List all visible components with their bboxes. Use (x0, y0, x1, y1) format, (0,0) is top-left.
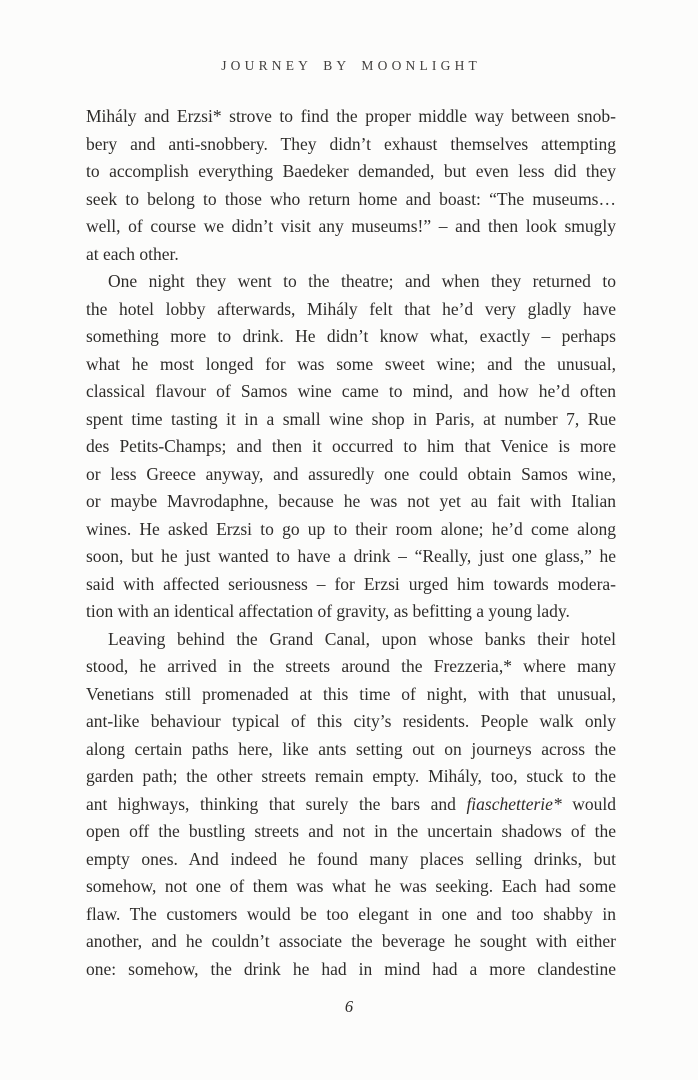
text-line (86, 516, 616, 544)
text-line (86, 708, 616, 736)
text-run: bery and anti-snobbery. They didn’t exhaust themselves attempting (86, 133, 616, 154)
text-run: the hotel lobby afterwards, Mihály felt that he’d very gladly have (86, 298, 616, 319)
text-line (86, 626, 616, 654)
body-text (86, 103, 616, 983)
text-line (86, 268, 616, 296)
text-line (86, 131, 616, 159)
text-line (86, 653, 616, 681)
text-run: open off the bustling streets and not in the uncertain shadows of the (86, 821, 616, 841)
text-line (86, 406, 616, 434)
text-run: Mihály and Erzsi* strove to find the proper middle way between snob- (86, 106, 616, 126)
text-line (86, 241, 616, 269)
text-run: Venetians still promenaded at this time of night, with that unusual, (86, 683, 616, 704)
text-line (86, 763, 616, 791)
text-run: well, of course we didn’t visit any museums!” – and then look smugly (86, 216, 616, 236)
text-line (86, 901, 616, 929)
text-run: something more to drink. He didn’t know what, exactly – perhaps (86, 326, 616, 346)
text-run: to accomplish everything Baedeker demanded, but even less did they (86, 161, 616, 181)
text-run: or less Greece anyway, and assuredly one could obtain Samos wine, (86, 463, 616, 484)
text-run: wines. He asked Erzsi to go up to their room alone; he’d come along (86, 518, 616, 539)
text-run: another, and he couldn’t associate the beverage he sought with either (86, 931, 616, 951)
page-number: 6 (344, 997, 354, 1016)
text-line (86, 213, 616, 241)
text-run: garden path; the other streets remain empty. Mihály, too, stuck to the (86, 766, 616, 786)
text-line (86, 351, 616, 379)
text-run: somehow, not one of them was what he was seeking. Each had some (86, 876, 616, 896)
text-line (86, 296, 616, 324)
text-line (86, 818, 616, 846)
text-run: Leaving behind the Grand Canal, upon whose banks their hotel (108, 628, 616, 649)
text-line (86, 571, 616, 599)
text-line (86, 461, 616, 489)
italic-text-run: fiaschetterie* (466, 793, 562, 814)
paragraph (86, 103, 616, 268)
text-run: spent time tasting it in a small wine shop in Paris, at number 7, Rue (86, 408, 616, 429)
text-run: stood, he arrived in the streets around the Frezzeria,* where many (86, 656, 616, 676)
text-line (86, 791, 616, 819)
text-line (86, 543, 616, 571)
text-line (86, 433, 616, 461)
text-run: said with affected seriousness – for Erzsi urged him towards modera- (86, 573, 616, 594)
text-run: soon, but he just wanted to have a drink – “Really, just one glass,” he (86, 546, 616, 566)
text-run: seek to belong to those who return home and boast: “The museums… (86, 188, 616, 209)
text-line (86, 323, 616, 351)
text-run: ant highways, thinking that surely the bars and (86, 793, 467, 814)
text-run: along certain paths here, like ants setting out on journeys across the (86, 738, 616, 759)
text-run: ant-like behaviour typical of this city’s residents. People walk only (86, 711, 616, 731)
text-line (86, 378, 616, 406)
text-run: would (561, 793, 616, 814)
text-line (86, 158, 616, 186)
text-run: classical flavour of Samos wine came to mind, and how he’d often (86, 381, 616, 401)
text-line (86, 103, 616, 131)
text-line (86, 873, 616, 901)
text-run: or maybe Mavrodaphne, because he was not yet au fait with Italian (86, 491, 616, 511)
text-line (86, 846, 616, 874)
paragraph (86, 268, 616, 626)
text-run: tion with an identical affectation of gravity, as befitting a young lady. (86, 601, 570, 621)
text-line (86, 736, 616, 764)
text-line (86, 681, 616, 709)
text-run: one: somehow, the drink he had in mind had a more clandestine (86, 958, 616, 979)
running-header: JOURNEY BY MOONLIGHT (221, 58, 481, 73)
text-line (86, 928, 616, 956)
text-run: One night they went to the theatre; and when they returned to (108, 271, 616, 291)
text-run: des Petits-Champs; and then it occurred to him that Venice is more (86, 436, 616, 456)
text-run: at each other. (86, 243, 179, 264)
text-run: what he most longed for was some sweet wine; and the unusual, (86, 353, 616, 374)
text-line (86, 488, 616, 516)
text-line (86, 598, 616, 626)
paragraph (86, 626, 616, 984)
text-run: flaw. The customers would be too elegant in one and too shabby in (86, 903, 616, 924)
text-line (86, 956, 616, 984)
text-run: empty ones. And indeed he found many places selling drinks, but (86, 848, 616, 869)
text-line (86, 186, 616, 214)
